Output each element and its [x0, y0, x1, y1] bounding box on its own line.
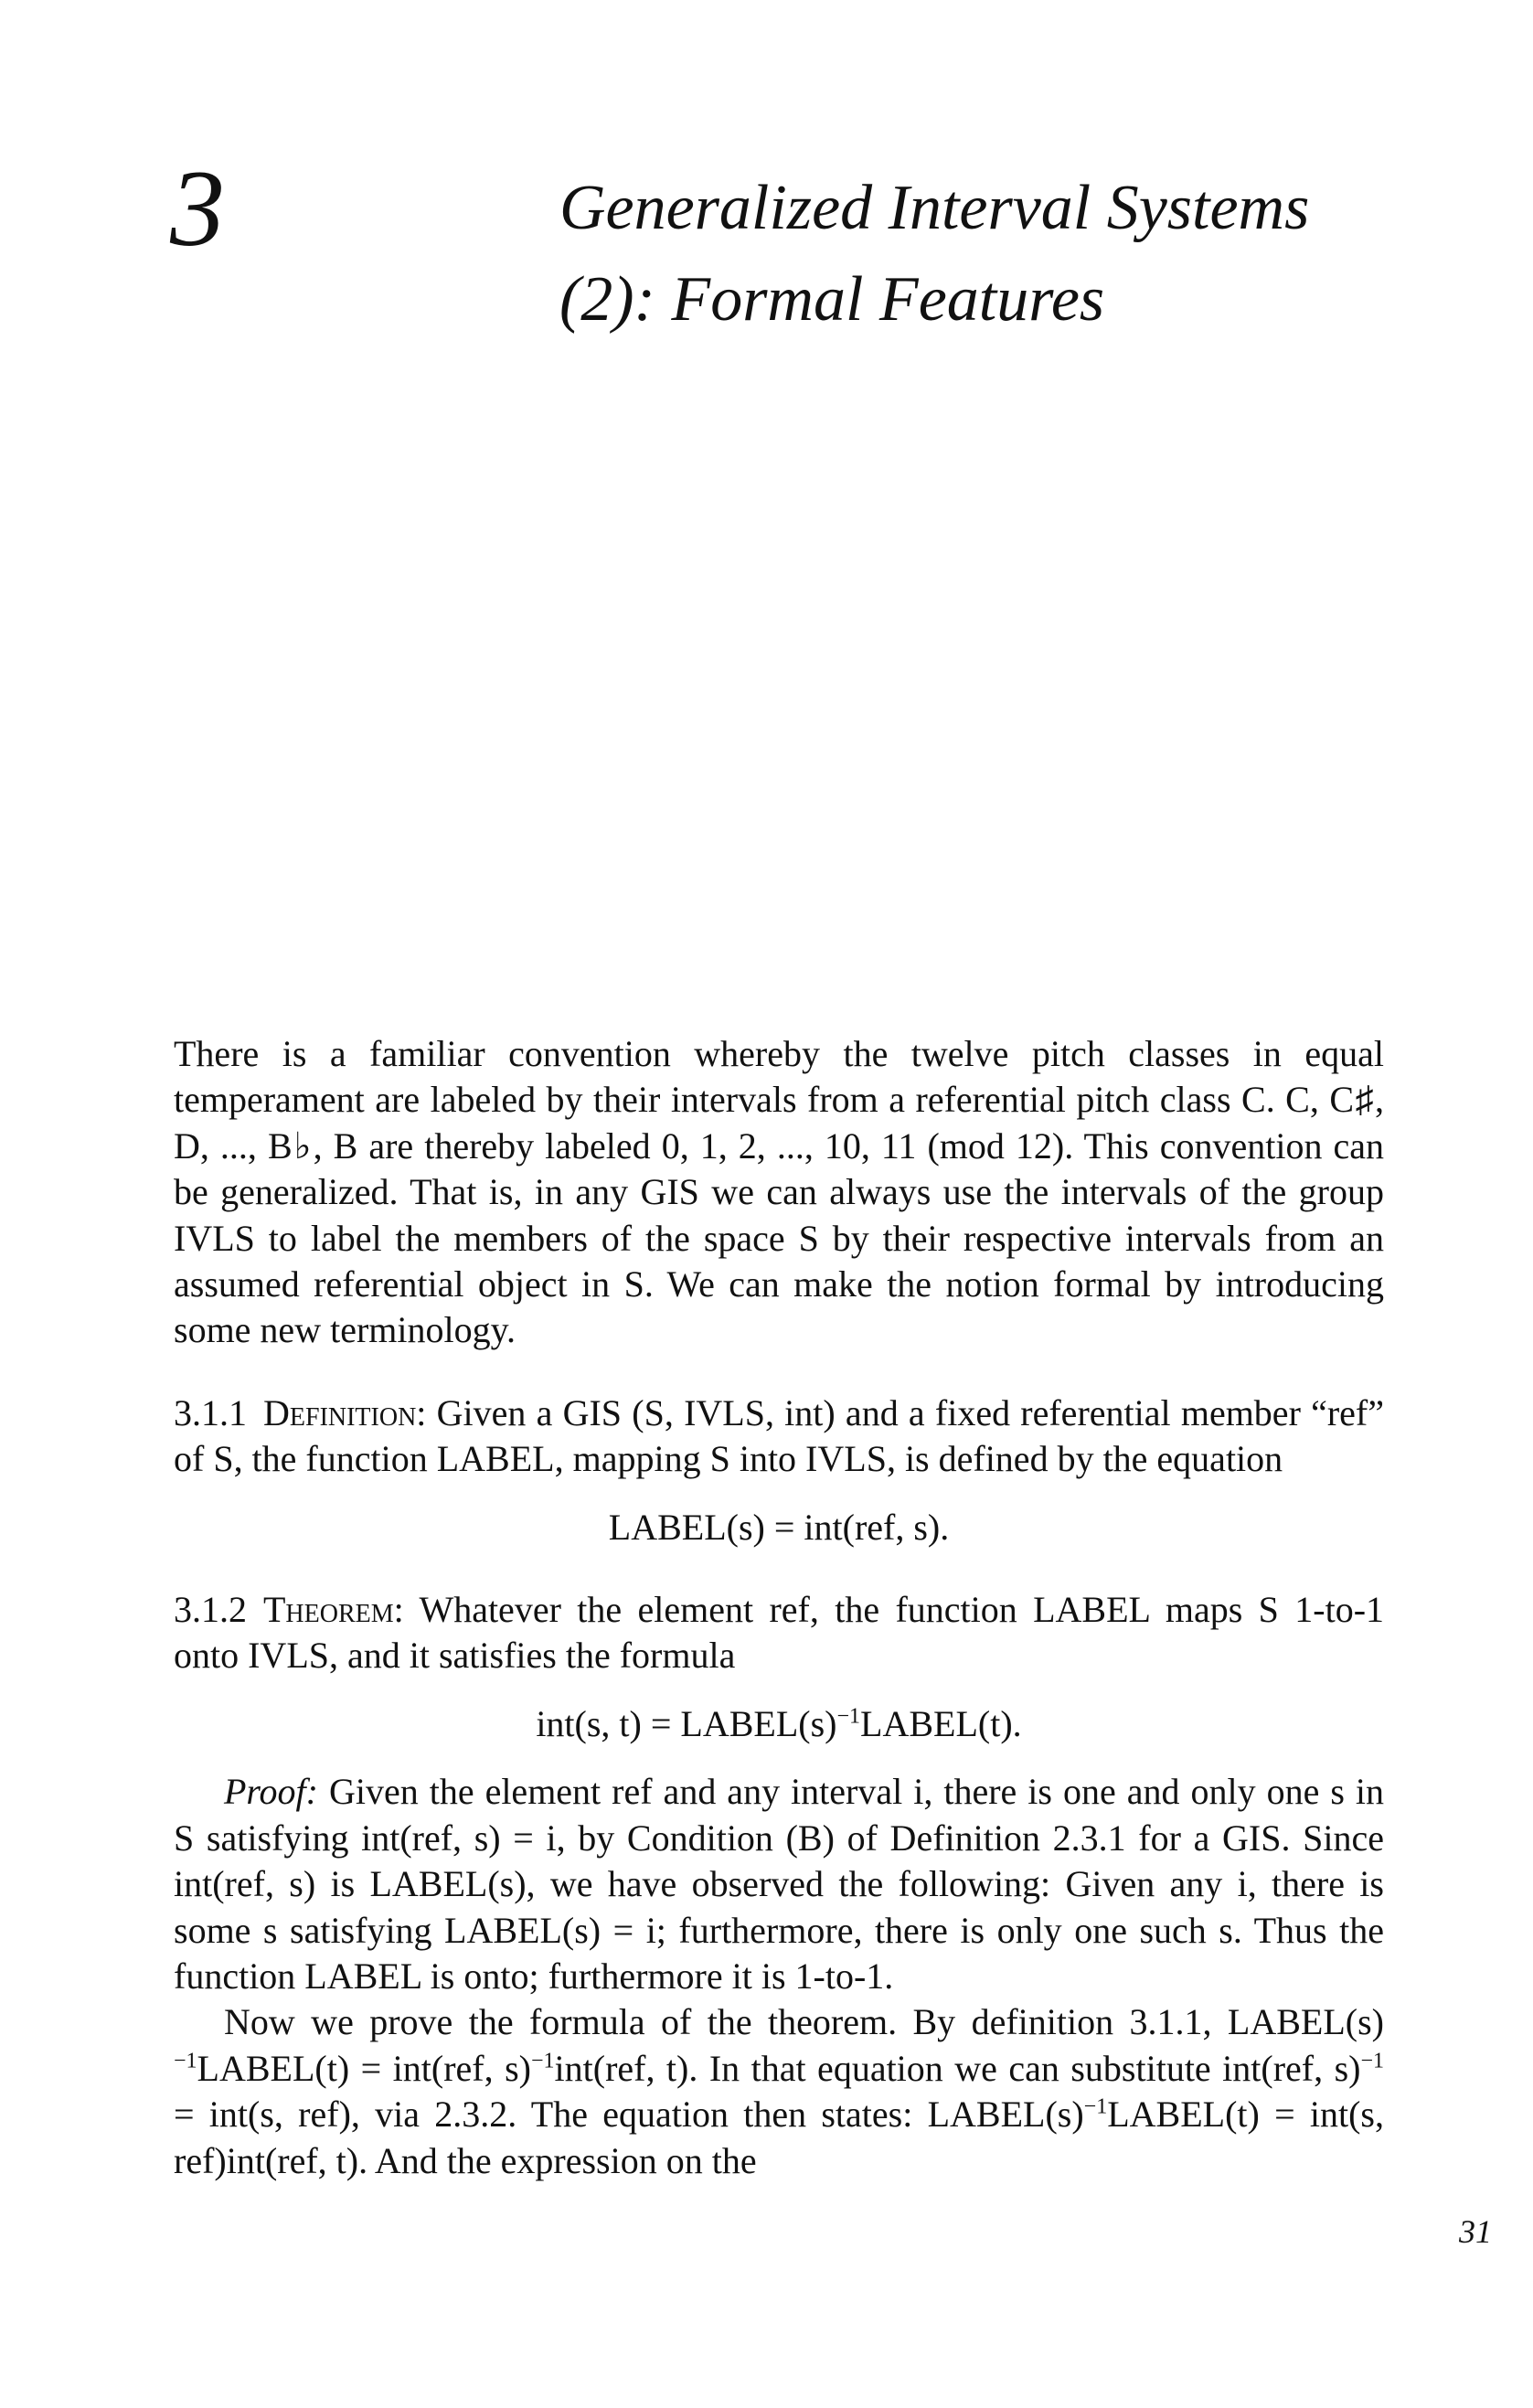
page-number: 31: [1459, 2213, 1492, 2250]
chapter-title-line-1: Generalized Interval Systems: [559, 173, 1310, 243]
theorem-label: Theorem:: [263, 1589, 404, 1631]
theorem-eq-part-b: LABEL(t).: [860, 1702, 1022, 1744]
intro-paragraph: There is a familiar convention whereby the twelve pitch classes in equal temperament are labeled by their intervals from a referential pitch class C. C, C♯, D, ..., B♭, B are thereby labeled 0, 1, 2, ..., 10, 11 (mod 12). This convention can be generalized. That is, in any GIS we can always use the intervals of the group IVLS to label the members of the space S by their respective intervals from an assumed referential object in S. We can make the notion formal by introducing some new terminology.: [174, 1033, 1384, 1351]
chapter-title: [559, 163, 1309, 346]
continuation-sup-1: −1: [174, 2049, 197, 2073]
chapter-title-line-2: (2): Formal Features: [559, 264, 1105, 335]
continuation-text-1: Now we prove the formula of the theorem. By definition 3.1.1, LABEL(s): [224, 2001, 1384, 2043]
continuation-paragraph: [174, 1999, 1384, 2184]
continuation-text-5: LABEL(t) = int(s, ref)int(ref, t). And the expression on the: [174, 2094, 1385, 2181]
theorem-eq-part-a: int(s, t) = LABEL(s): [536, 1702, 837, 1744]
definition-label: Definition:: [263, 1391, 427, 1433]
continuation-sup-2: −1: [530, 2049, 555, 2073]
definition-number: 3.1.1: [174, 1391, 247, 1433]
theorem-equation: [174, 1701, 1384, 1747]
continuation-text-2: LABEL(t) = int(ref, s): [197, 2047, 531, 2089]
proof-text: Given the element ref and any interval i, there is one and only one s in S satisfying int(ref, s) = i, by Condition (B) of Definition 2.3.1 for a GIS. Since int(ref, s) is LABEL(s), we have observed the following: Given any i, there is some s satisfying LABEL(s) = i; furthermore, there is only one such s. Thus the function LABEL is onto; furthermore it is 1-to-1.: [174, 1771, 1384, 1997]
proof-paragraph: [174, 1769, 1384, 1999]
continuation-text-3: int(ref, t). In that equation we can substitute int(ref, s): [554, 2047, 1361, 2089]
definition-text: Given a GIS (S, IVLS, int) and a fixed referential member “ref” of S, the function LABEL, mapping S into IVLS, is defined by the equation: [174, 1391, 1385, 1480]
theorem-number: 3.1.2: [174, 1589, 247, 1631]
definition-equation: LABEL(s) = int(ref, s).: [608, 1506, 950, 1548]
definition-paragraph: [174, 1390, 1384, 1483]
theorem-paragraph: [174, 1587, 1384, 1679]
proof-label: Proof:: [224, 1771, 318, 1813]
theorem-eq-superscript: −1: [836, 1704, 861, 1729]
continuation-sup-3: −1: [1360, 2049, 1384, 2073]
theorem-text: Whatever the element ref, the function LABEL maps S 1-to-1 onto IVLS, and it satisfies the formula: [174, 1589, 1385, 1677]
body-text: [174, 1031, 1384, 2184]
continuation-sup-4: −1: [1083, 2094, 1108, 2119]
continuation-text-4: = int(s, ref), via 2.3.2. The equation then states: LABEL(s): [174, 2094, 1084, 2136]
chapter-number: 3: [170, 147, 225, 269]
